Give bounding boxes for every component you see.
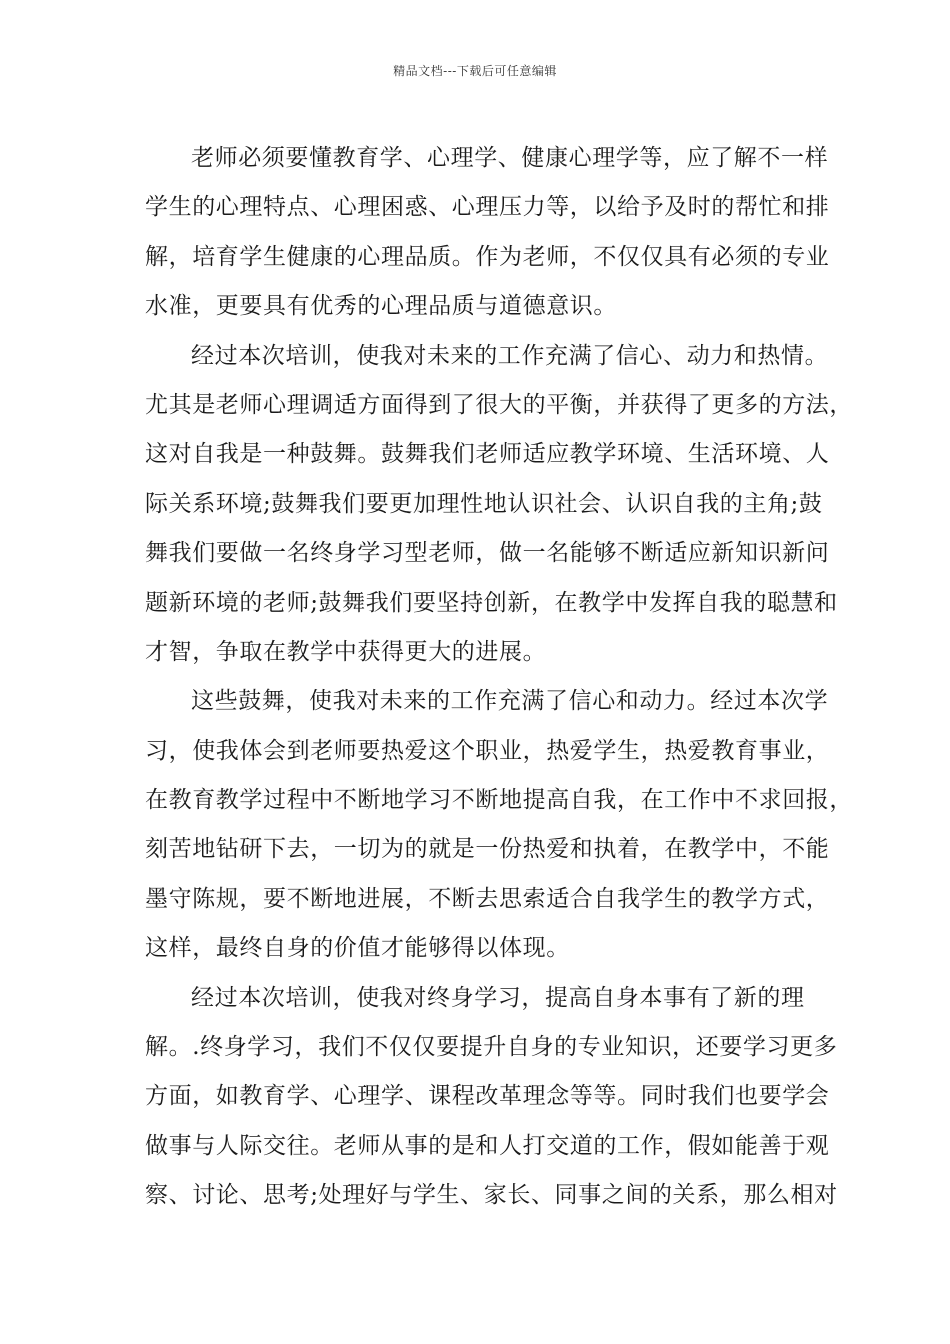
text-line: 这些鼓舞，使我对未来的工作充满了信心和动力。经过本次学 (191, 688, 829, 715)
text-line: 察、讨论、思考;处理好与学生、家长、同事之间的关系，那么相对 (145, 1182, 838, 1209)
text-line: 解，培育学生健康的心理品质。作为老师，不仅仅具有必须的专业 (145, 243, 830, 270)
text-line: 水准，更要具有优秀的心理品质与道德意识。 (145, 293, 617, 320)
document-body (145, 134, 853, 1221)
text-line: 题新环境的老师;鼓舞我们要坚持创新，在教学中发挥自我的聪慧和 (145, 589, 838, 616)
text-line: 做事与人际交往。老师从事的是和人打交道的工作，假如能善于观 (145, 1132, 830, 1159)
text-line: 才智，争取在教学中获得更大的进展。 (145, 638, 547, 665)
text-line: 经过本次培训，使我对未来的工作充满了信心、动力和热情。 (191, 342, 829, 369)
paragraph-1 (145, 134, 830, 332)
text-line: 墨守陈规，要不断地进展，不断去思索适合自我学生的教学方式， (145, 885, 830, 912)
text-line: 舞我们要做一名终身学习型老师，做一名能够不断适应新知识新问 (145, 540, 830, 567)
text-line: 尤其是老师心理调适方面得到了很大的平衡，并获得了更多的方法， (145, 391, 853, 418)
page-header: 精品文档---下载后可任意编辑 (393, 64, 557, 78)
text-line: 经过本次培训，使我对终身学习，提高自身本事有了新的理 (191, 984, 805, 1011)
text-line: 际关系环境;鼓舞我们要更加理性地认识社会、认识自我的主角;鼓 (145, 490, 823, 517)
text-line: 这对自我是一种鼓舞。鼓舞我们老师适应教学环境、生活环境、人 (145, 441, 830, 468)
text-line: 方面，如教育学、心理学、课程改革理念等等。同时我们也要学会 (145, 1083, 830, 1110)
text-line: 习，使我体会到老师要热爱这个职业，热爱学生，热爱教育事业， (145, 737, 830, 764)
text-line: 老师必须要懂教育学、心理学、健康心理学等，应了解不一样 (191, 145, 829, 171)
text-line: 刻苦地钻研下去，一切为的就是一份热爱和执着，在教学中，不能 (145, 836, 830, 863)
paragraph-4 (145, 974, 838, 1221)
paragraph-3 (145, 677, 853, 973)
text-line: 学生的心理特点、心理困惑、心理压力等，以给予及时的帮忙和排 (145, 194, 830, 221)
text-line: 在教育教学过程中不断地学习不断地提高自我，在工作中不求回报， (145, 787, 853, 814)
text-line: 这样，最终自身的价值才能够得以体现。 (145, 935, 570, 962)
paragraph-2 (145, 332, 853, 678)
text-line: 解。.终身学习，我们不仅仅要提升自身的专业知识，还要学习更多 (145, 1034, 838, 1061)
